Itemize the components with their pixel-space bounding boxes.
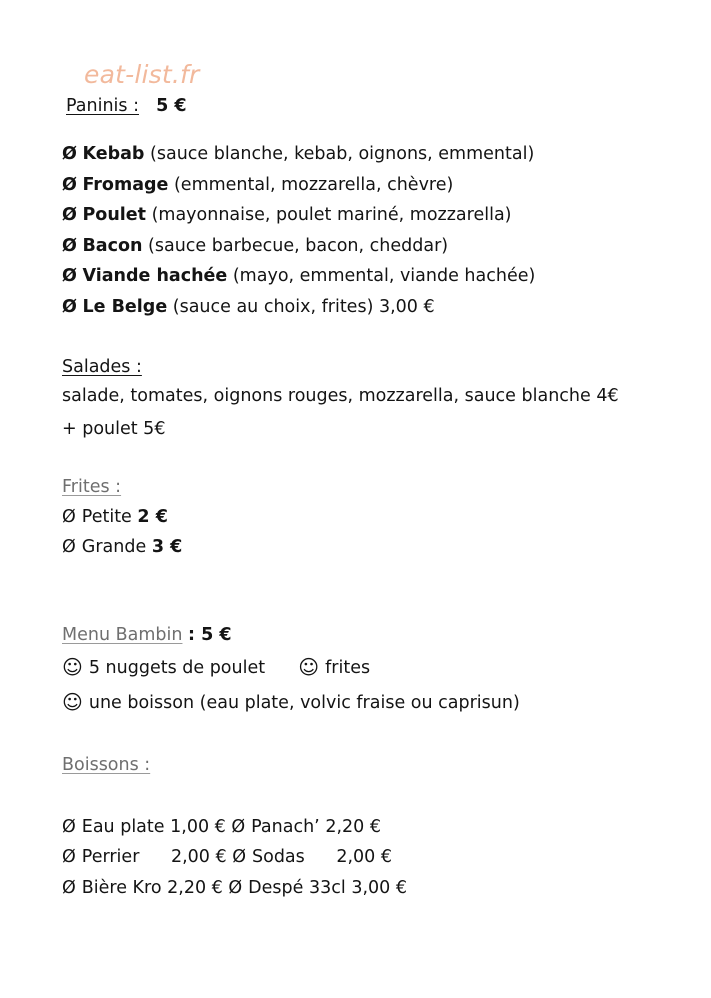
- bullet-symbol: Ø: [62, 175, 77, 195]
- frites-price: 3 €: [151, 537, 183, 557]
- panini-name: Viande hachée: [82, 266, 228, 286]
- bullet-symbol: Ø: [62, 817, 76, 837]
- watermark-logo: eat-list.fr: [84, 60, 200, 89]
- drink-price: 2,20 €: [325, 817, 381, 837]
- drink-price: 2,00 €: [336, 847, 393, 867]
- bullet-symbol: Ø: [62, 236, 77, 256]
- boissons-heading: Boissons :: [62, 755, 151, 775]
- bullet-symbol: Ø: [62, 297, 77, 317]
- panini-name: Fromage: [82, 175, 169, 195]
- salades-line-2: + poulet 5€: [62, 419, 166, 439]
- panini-name: Kebab: [82, 144, 145, 164]
- bambin-price: : 5 €: [188, 625, 232, 645]
- frites-item-petite: [62, 505, 168, 529]
- drink-label: Bière Kro: [81, 878, 162, 898]
- bambin-heading-row: [62, 623, 232, 647]
- panini-item-bacon: [62, 234, 448, 258]
- bambin-row-2: [62, 691, 520, 715]
- paninis-price: 5 €: [156, 96, 187, 116]
- smiley-icon: ☺: [62, 690, 83, 714]
- paninis-heading-row: [66, 94, 187, 118]
- drink-label: Sodas: [252, 847, 305, 867]
- frites-price: 2 €: [137, 507, 168, 527]
- drink-label: Eau plate: [81, 817, 165, 837]
- drink-price: 2,20 €: [167, 878, 223, 898]
- panini-desc: (mayonnaise, poulet mariné, mozzarella): [146, 205, 512, 225]
- bullet-symbol: Ø: [228, 878, 243, 898]
- smiley-icon: ☺: [298, 655, 320, 679]
- panini-item-fromage: [62, 173, 453, 197]
- bambin-item: frites: [325, 658, 371, 678]
- frites-label: Grande: [81, 537, 147, 557]
- bullet-symbol: Ø: [232, 847, 246, 867]
- bullet-symbol: Ø: [62, 847, 76, 867]
- frites-item-grande: [62, 535, 182, 559]
- frites-label: Petite: [81, 507, 132, 527]
- drink-price: 2,00 €: [170, 847, 227, 867]
- salades-heading: Salades :: [62, 357, 142, 377]
- bambin-heading: Menu Bambin: [62, 625, 183, 645]
- panini-item-le-belge: [62, 295, 435, 319]
- bullet-symbol: Ø: [62, 878, 76, 898]
- panini-item-poulet: [62, 203, 512, 227]
- drink-label: Panach’: [251, 817, 320, 837]
- panini-desc: (sauce barbecue, bacon, cheddar): [142, 236, 449, 256]
- salades-heading-row: [62, 355, 142, 379]
- panini-desc: (sauce au choix, frites) 3,00 €: [167, 297, 435, 317]
- paninis-heading: Paninis :: [66, 96, 139, 116]
- frites-heading: Frites :: [62, 477, 122, 497]
- bambin-item: une boisson (eau plate, volvic fraise ou caprisun): [88, 693, 520, 713]
- bambin-row-1: [62, 656, 370, 680]
- panini-name: Le Belge: [82, 297, 168, 317]
- bambin-item: 5 nuggets de poulet: [88, 658, 266, 678]
- bullet-symbol: Ø: [62, 266, 77, 286]
- drink-label: Perrier: [81, 847, 140, 867]
- panini-desc: (emmental, mozzarella, chèvre): [168, 175, 454, 195]
- bullet-symbol: Ø: [62, 144, 77, 164]
- boissons-row: [62, 876, 407, 900]
- bullet-symbol: Ø: [62, 507, 76, 527]
- boissons-row: [62, 845, 392, 869]
- panini-name: Poulet: [82, 205, 147, 225]
- panini-name: Bacon: [82, 236, 143, 256]
- panini-item-viande-hachee: [62, 264, 535, 288]
- panini-desc: (sauce blanche, kebab, oignons, emmental): [144, 144, 535, 164]
- frites-heading-row: [62, 475, 121, 499]
- bullet-symbol: Ø: [231, 817, 246, 837]
- smiley-icon: ☺: [62, 655, 83, 679]
- panini-desc: (mayo, emmental, viande hachée): [227, 266, 536, 286]
- bullet-symbol: Ø: [62, 537, 76, 557]
- salades-line-1: salade, tomates, oignons rouges, mozzarella, sauce blanche 4€: [62, 386, 619, 406]
- drink-price: 3,00 €: [351, 878, 407, 898]
- boissons-row: [62, 815, 381, 839]
- drink-price: 1,00 €: [170, 817, 226, 837]
- drink-label: Despé 33cl: [248, 878, 346, 898]
- boissons-heading-row: [62, 753, 150, 777]
- bullet-symbol: Ø: [62, 205, 77, 225]
- panini-item-kebab: [62, 142, 534, 166]
